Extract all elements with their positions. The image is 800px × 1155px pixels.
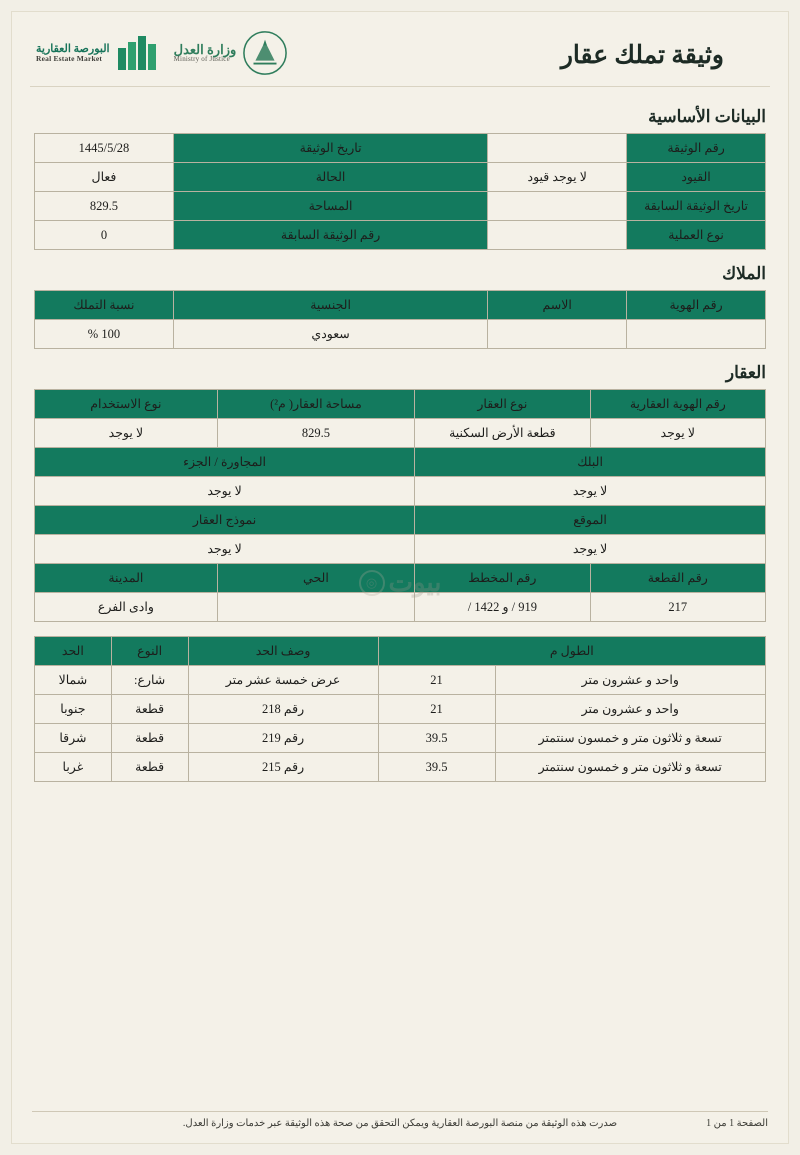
table-row [35, 163, 766, 192]
column-header-block: البلك [415, 448, 766, 477]
market-bars-icon [116, 34, 160, 72]
cell-boundary-side: غربا [35, 753, 112, 782]
real-estate-market-logo [36, 34, 160, 72]
logo-group [36, 30, 288, 76]
column-header-plot-number: رقم القطعة [590, 564, 765, 593]
cell-length-text: تسعة و ثلاثون متر و خمسون سنتمتر [495, 724, 765, 753]
column-header-district: الحي [217, 564, 414, 593]
column-header-property-type: نوع العقار [415, 390, 590, 419]
column-header-property-model: نموذج العقار [35, 506, 415, 535]
cell-property-model: لا يوجد [35, 535, 415, 564]
owners-table [34, 290, 766, 349]
document-sheet [11, 11, 789, 1144]
cell-boundary-side: شرقا [35, 724, 112, 753]
column-header-boundary-type: النوع [111, 637, 188, 666]
label-operation-type: نوع العملية [627, 221, 766, 250]
column-header-boundary-side: الحد [35, 637, 112, 666]
cell-location: لا يوجد [415, 535, 766, 564]
table-row [35, 192, 766, 221]
label-status: الحالة [173, 163, 487, 192]
label-document-number: رقم الوثيقة [627, 134, 766, 163]
column-header-length: الطول م [378, 637, 765, 666]
cell-length-text: واحد و عشرون متر [495, 695, 765, 724]
cell-real-estate-id: لا يوجد [590, 419, 765, 448]
cell-city: وادى الفرع [35, 593, 218, 622]
boundaries-table [34, 636, 766, 782]
ministry-name-en: Ministry of Justice [173, 55, 230, 64]
table-row [35, 593, 766, 622]
cell-boundary-description: رقم 219 [188, 724, 378, 753]
table-header-row [35, 291, 766, 320]
table-header-row [35, 506, 766, 535]
value-area: 829.5 [35, 192, 174, 221]
value-operation-type [488, 221, 627, 250]
column-header-city: المدينة [35, 564, 218, 593]
table-row [35, 666, 766, 695]
table-row [35, 724, 766, 753]
cell-property-area: 829.5 [217, 419, 414, 448]
value-previous-document-date [488, 192, 627, 221]
cell-plan-number: 919 / و 1422 / [415, 593, 590, 622]
cell-boundary-description: رقم 215 [188, 753, 378, 782]
footer-divider [32, 1111, 768, 1112]
column-header-nationality: الجنسية [173, 291, 487, 320]
cell-ownership-share: 100 % [35, 320, 174, 349]
cell-boundary-type: قطعة [111, 753, 188, 782]
page-title: وثيقة تملك عقار [560, 42, 724, 69]
column-header-property-area: مساحة العقار( م²) [217, 390, 414, 419]
section-title-owners: الملاك [722, 264, 766, 283]
value-document-date: 1445/5/28 [35, 134, 174, 163]
table-row [35, 221, 766, 250]
column-header-id-number: رقم الهوية [627, 291, 766, 320]
ministry-emblem-icon [242, 30, 288, 76]
cell-district [217, 593, 414, 622]
cell-boundary-description: رقم 218 [188, 695, 378, 724]
cell-length-number: 21 [378, 695, 495, 724]
table-row [35, 477, 766, 506]
table-row [35, 134, 766, 163]
value-previous-document-number: 0 [35, 221, 174, 250]
cell-id-number [627, 320, 766, 349]
cell-boundary-description: عرض خمسة عشر متر [188, 666, 378, 695]
column-header-ownership-share: نسبة التملك [35, 291, 174, 320]
label-area: المساحة [173, 192, 487, 221]
ministry-of-justice-logo [174, 30, 289, 76]
cell-boundary-side: شمالا [35, 666, 112, 695]
table-header-row [35, 564, 766, 593]
cell-neighbourhood-part: لا يوجد [35, 477, 415, 506]
cell-boundary-type: قطعة [111, 724, 188, 753]
document-footer [32, 1111, 768, 1129]
cell-length-number: 39.5 [378, 724, 495, 753]
table-header-row [35, 448, 766, 477]
cell-nationality: سعودي [173, 320, 487, 349]
table-row [35, 753, 766, 782]
column-header-plan-number: رقم المخطط [415, 564, 590, 593]
column-header-usage-type: نوع الاستخدام [35, 390, 218, 419]
property-table [34, 389, 766, 622]
column-header-real-estate-id: رقم الهوية العقارية [590, 390, 765, 419]
value-document-number [488, 134, 627, 163]
table-row [35, 535, 766, 564]
document-content [12, 87, 788, 782]
cell-plot-number: 217 [590, 593, 765, 622]
cell-usage-type: لا يوجد [35, 419, 218, 448]
cell-length-number: 39.5 [378, 753, 495, 782]
table-row [35, 419, 766, 448]
section-title-property: العقار [725, 363, 766, 382]
section-title-basic: البيانات الأساسية [648, 107, 766, 126]
table-header-row [35, 637, 766, 666]
column-header-name: الاسم [488, 291, 627, 320]
cell-boundary-type: شارع: [111, 666, 188, 695]
label-restrictions: القيود [627, 163, 766, 192]
table-row [35, 695, 766, 724]
ministry-name-ar: وزارة العدل [173, 41, 237, 57]
label-previous-document-number: رقم الوثيقة السابقة [173, 221, 487, 250]
cell-length-number: 21 [378, 666, 495, 695]
label-previous-document-date: تاريخ الوثيقة السابقة [627, 192, 766, 221]
label-document-date: تاريخ الوثيقة [173, 134, 487, 163]
market-name-en: Real Estate Market [36, 53, 103, 63]
column-header-neighbourhood-part: المجاورة / الجزء [35, 448, 415, 477]
table-row [35, 320, 766, 349]
cell-property-type: قطعة الأرض السكنية [415, 419, 590, 448]
cell-length-text: واحد و عشرون متر [495, 666, 765, 695]
cell-boundary-type: قطعة [111, 695, 188, 724]
watermark-badge-icon: ◎ [359, 570, 385, 596]
cell-block: لا يوجد [415, 477, 766, 506]
document-header [12, 12, 788, 84]
column-header-location: الموقع [415, 506, 766, 535]
footer-note: صدرت هذه الوثيقة من منصة البورصة العقارية ويمكن التحقق من صحة هذه الوثيقة عبر خدمات وزارة العدل. [182, 1118, 618, 1129]
watermark-text: بيوت [388, 568, 442, 597]
cell-name [488, 320, 627, 349]
cell-boundary-side: جنوبا [35, 695, 112, 724]
cell-length-text: تسعة و ثلاثون متر و خمسون سنتمتر [495, 753, 765, 782]
table-header-row [35, 390, 766, 419]
value-restrictions: لا يوجد قيود [488, 163, 627, 192]
value-status: فعال [35, 163, 174, 192]
market-name-ar: البورصة العقارية [36, 42, 110, 55]
column-header-boundary-description: وصف الحد [188, 637, 378, 666]
basic-info-table [34, 133, 766, 250]
page-number: الصفحة 1 من 1 [706, 1118, 768, 1129]
